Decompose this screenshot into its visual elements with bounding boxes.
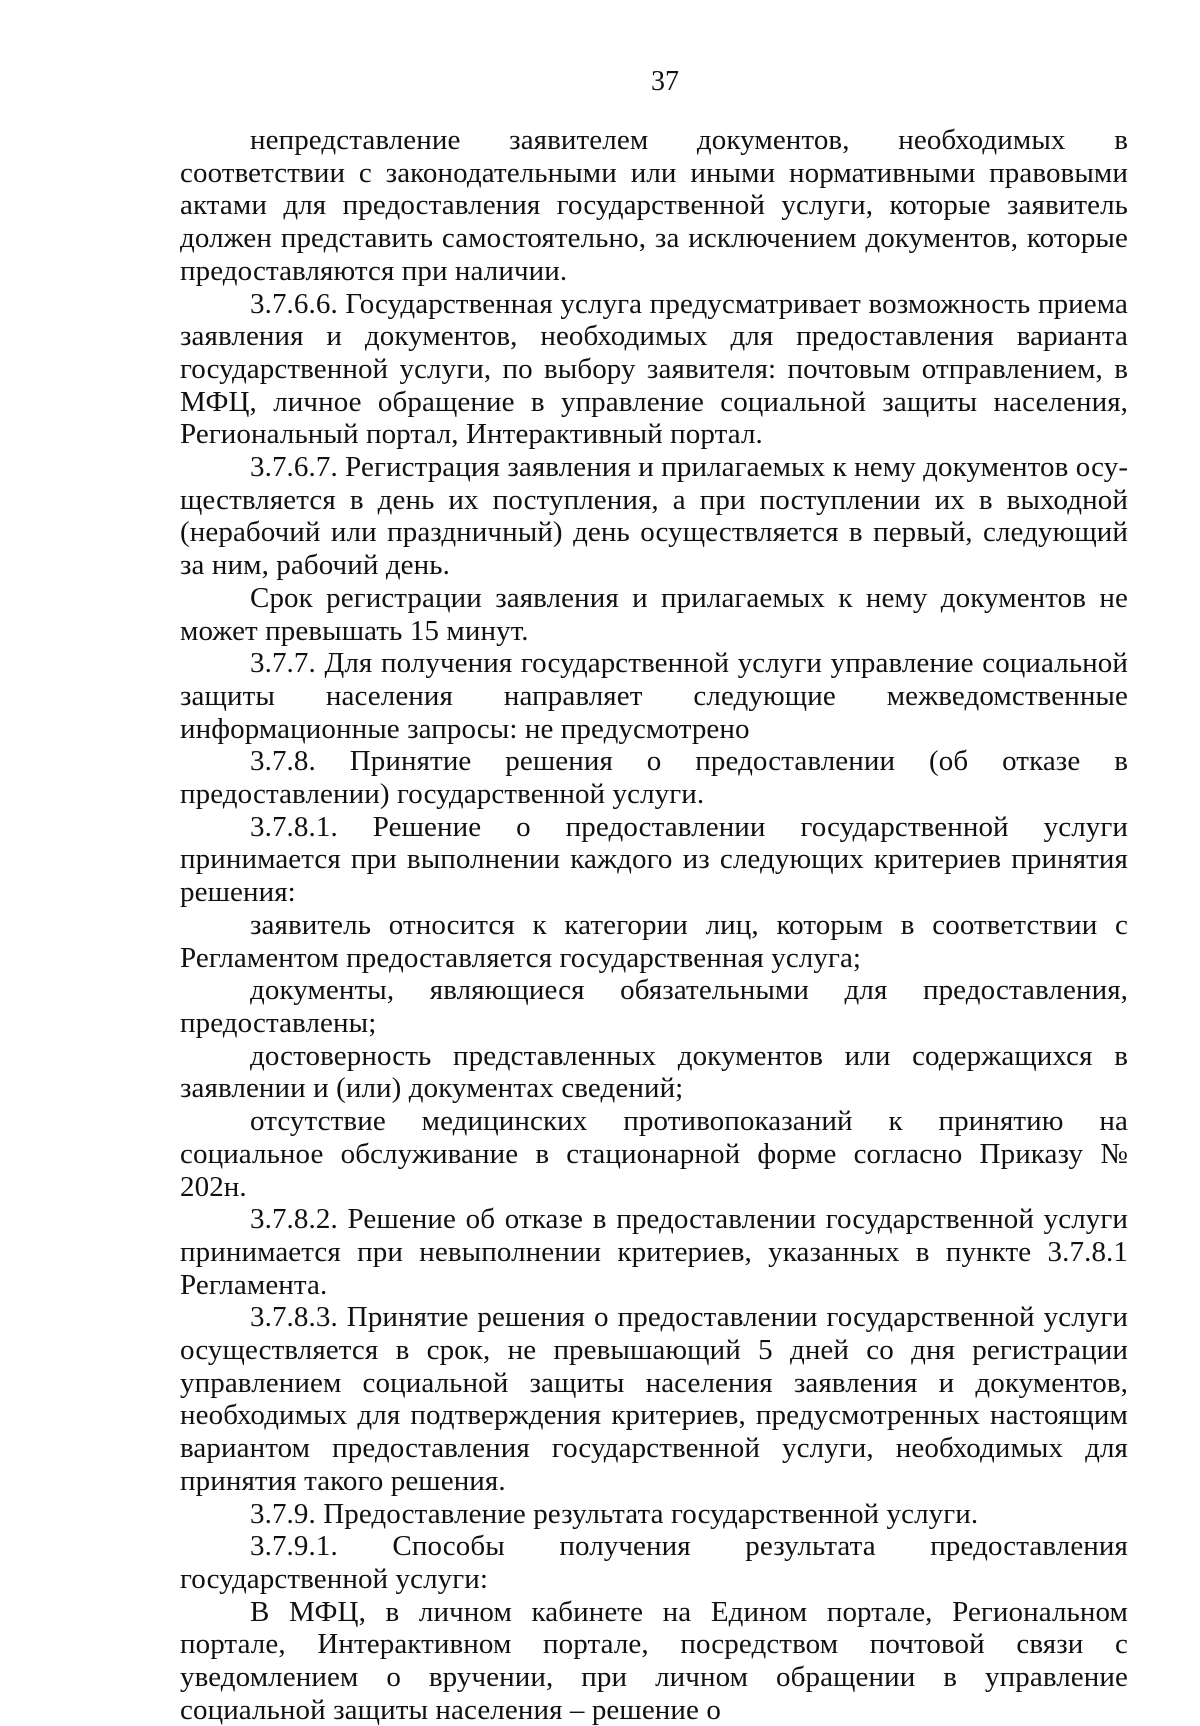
criterion-documents-provided: документы, являющиеся обязательными для предоставления, предоставлены; — [180, 974, 1128, 1039]
paragraph-3-7-7: 3.7.7. Для получения государственной услуги управление социальной защиты населения направляет следующие межведомственные информационные запросы: не предусмотрено — [180, 647, 1128, 745]
paragraph-result-methods: В МФЦ, в личном кабинете на Едином портале, Региональном портале, Интерактивном портале, посредством почтовой связи с уведомлением о вручении, при личном обращении в управление социальной защиты населения – решение о — [180, 1595, 1128, 1726]
paragraph-3-7-8-2: 3.7.8.2. Решение об отказе в предоставлении государственной услуги принимается при невыполнении критериев, указанных в пункте 3.7.8.1 Регламента. — [180, 1203, 1128, 1301]
paragraph-3-7-9: 3.7.9. Предоставление результата государственной услуги. — [250, 1497, 979, 1530]
paragraph-3-7-9-1: 3.7.9.1. Способы получения результата предоставления государственной услуги: — [180, 1530, 1128, 1595]
paragraph-3-7-8-1: 3.7.8.1. Решение о предоставлении государственной услуги принимается при выполнении каждого из следующих критериев принятия решения: — [180, 810, 1128, 909]
criterion-medical-contraindications: отсутствие медицинских противопоказаний к принятию на социальное обслуживание в стационарной форме согласно Приказу № 202н. — [180, 1105, 1128, 1203]
paragraph-3-7-8-3: 3.7.8.3. Принятие решения о предоставлении государственной услуги осуществляется в срок, не превышающий 5 дней со дня регистрации управлением социальной защиты населения заявления и документов, необходимых для подтверждения критериев, предусмотренных настоящим вариантом предоставления государственной услуги, необходимых для принятия такого решения. — [180, 1301, 1128, 1497]
paragraph-nonsubmission: непредставление заявителем документов, необходимых в соответствии с законодательными или иными нормативными правовыми актами для предоставления государственной услуги, которые заявитель должен представить самостоятельно, за исключением документов, которые предоставляются при наличии. — [180, 124, 1128, 287]
criterion-documents-reliability: достоверность представленных документов или содержащихся в заявлении и (или) документах сведений; — [180, 1039, 1128, 1105]
page-number: 37 — [651, 66, 679, 97]
paragraph-3-7-8: 3.7.8. Принятие решения о предоставлении (об отказе в предоставлении) государственной услуги. — [180, 745, 1128, 811]
paragraph-3-7-6-7: 3.7.6.7. Регистрация заявления и прилагаемых к нему документов осуществляется в день их поступления, а при поступлении их в выходной (нерабочий или праздничный) день осуществляется в первый, следующий за ним, рабочий день. — [180, 451, 1128, 582]
criterion-applicant-category: заявитель относится к категории лиц, которым в соответствии с Регламентом предоставляется государственная услуга; — [180, 908, 1128, 974]
paragraph-3-7-6-6: 3.7.6.6. Государственная услуга предусматривает возможность приема заявления и документов, необходимых для предоставления варианта государственной услуги, по выбору заявителя: почтовым отправлением, в МФЦ, личное обращение в управление социальной защиты населения, Региональный портал, Интерактивный портал. — [180, 287, 1128, 451]
paragraph-registration-term: Срок регистрации заявления и прилагаемых к нему документов не может превышать 15 минут. — [180, 581, 1128, 647]
document-body — [180, 124, 1128, 1726]
